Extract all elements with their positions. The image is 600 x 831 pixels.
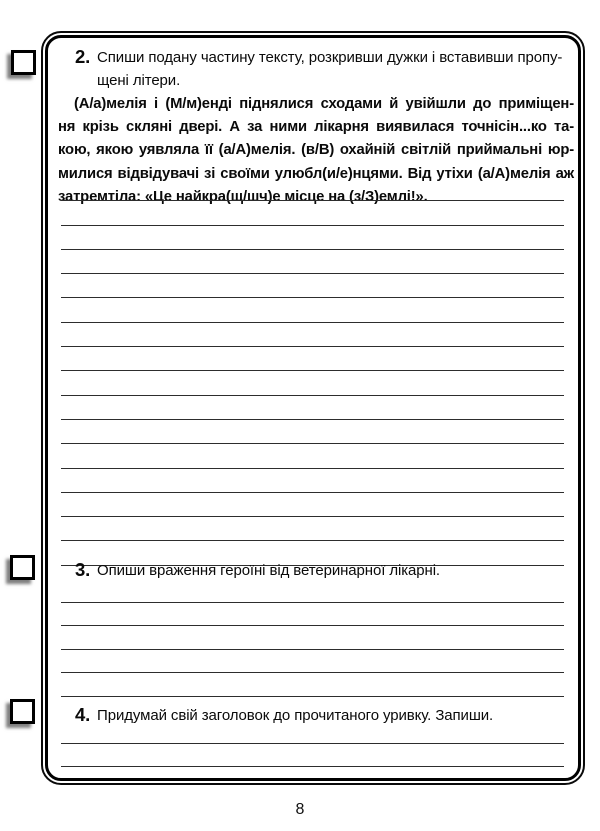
task2-heading (75, 46, 562, 92)
task3-prompt-line: Опиши враження героїні від ветеринарної лікарні. (97, 562, 440, 579)
task2-writing-area (61, 177, 564, 566)
task3-number: 3. (75, 559, 91, 580)
writing-line[interactable] (61, 201, 564, 225)
worksheet-frame (45, 35, 581, 781)
task4-writing-area (61, 720, 564, 767)
writing-line[interactable] (61, 444, 564, 468)
writing-line[interactable] (61, 744, 564, 768)
task2-prompt-line1: Спиши подану частину тексту, розкривши дужки і вставивши пропу- (97, 49, 563, 66)
task2-prompt-line2: щені літери. (97, 72, 181, 89)
task2-checkbox[interactable] (11, 50, 36, 75)
writing-line[interactable] (61, 469, 564, 493)
writing-line[interactable] (61, 323, 564, 347)
writing-line[interactable] (61, 226, 564, 250)
task2-prompt (97, 46, 562, 92)
writing-line[interactable] (61, 274, 564, 298)
writing-line[interactable] (61, 396, 564, 420)
page-number: 8 (295, 801, 305, 818)
writing-line[interactable] (61, 177, 564, 201)
writing-line[interactable] (61, 626, 564, 650)
writing-line[interactable] (61, 250, 564, 274)
passage-line: ня крізь скляні двері. А за ними лікарня виявилася точнісін...ко та- (58, 119, 574, 136)
passage-line: (А/а)мелія і (М/м)енді піднялися сходами й увійшли до приміщен- (74, 96, 574, 112)
writing-line[interactable] (61, 298, 564, 322)
task4-checkbox[interactable] (10, 699, 35, 724)
writing-line[interactable] (61, 420, 564, 444)
writing-line[interactable] (61, 371, 564, 395)
writing-line[interactable] (61, 673, 564, 697)
task4-prompt-line: Придумай свій заголовок до прочитаного уривку. Запиши. (97, 707, 494, 724)
task4-number: 4. (75, 704, 91, 725)
writing-line[interactable] (61, 347, 564, 371)
writing-line[interactable] (61, 603, 564, 627)
writing-line[interactable] (61, 720, 564, 744)
task3-writing-area (61, 579, 564, 697)
writing-line[interactable] (61, 650, 564, 674)
passage-line: кою, якою уявляла її (а/А)мелія. (в/В) охайній світлій приймальні юр- (58, 142, 574, 159)
writing-line[interactable] (61, 579, 564, 603)
passage-line: милися відвідувачі зі своїми улюбл(и/е)нцями. Від утіхи (а/А)мелія аж (58, 165, 574, 182)
writing-line[interactable] (61, 493, 564, 517)
task2-number: 2. (75, 46, 91, 67)
writing-line[interactable] (61, 517, 564, 541)
task3-checkbox[interactable] (10, 555, 35, 580)
passage-line: затремтіла: «Це найкра(щ/шч)е місце на (з/З)емлі!». (58, 188, 428, 205)
